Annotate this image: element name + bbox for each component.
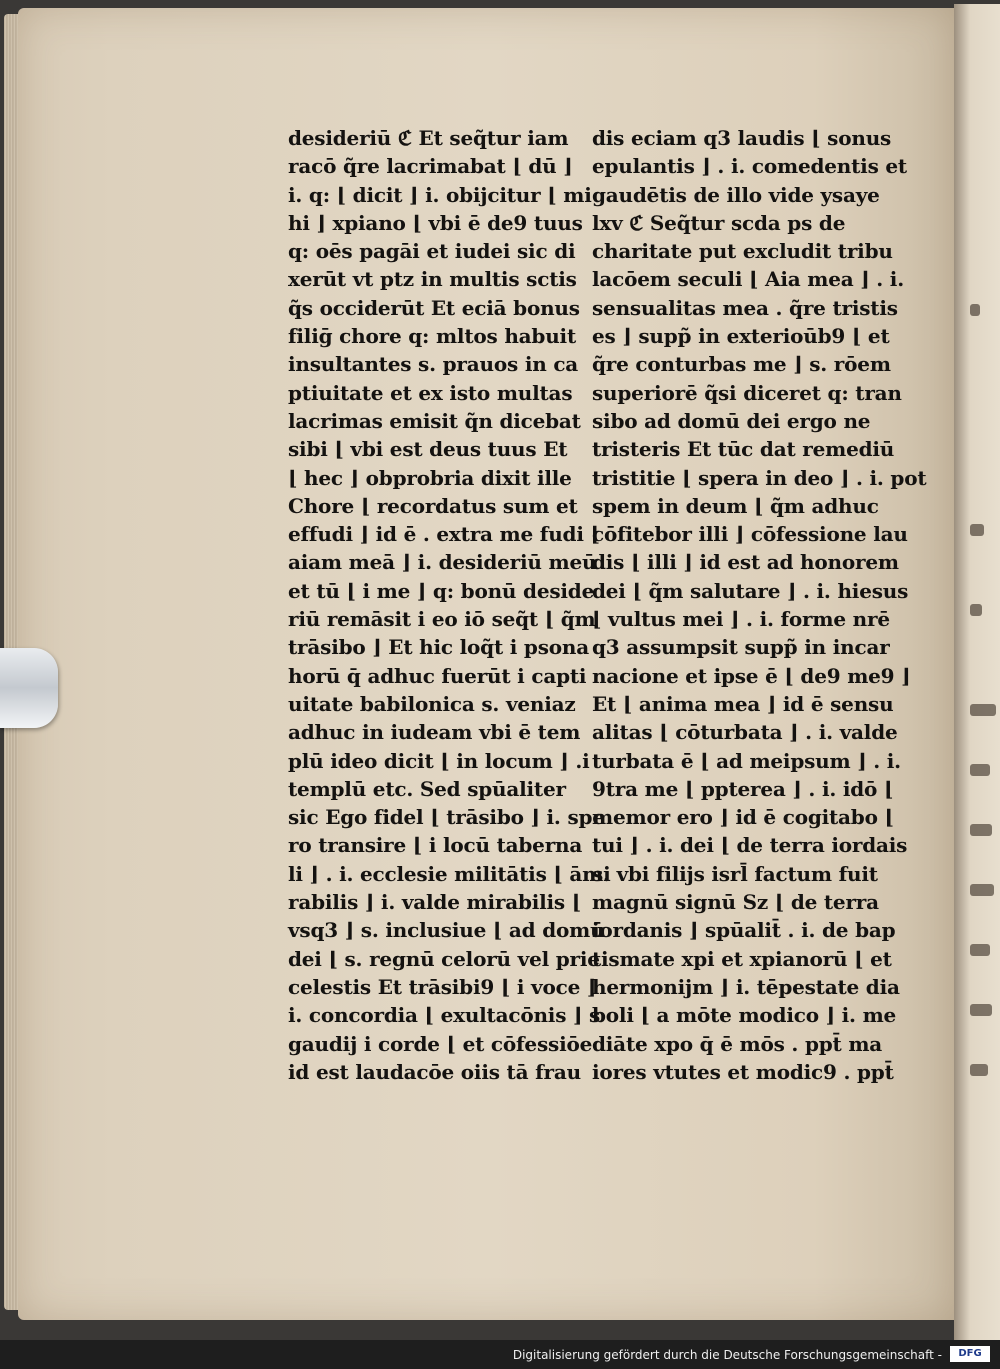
facing-page-ink: [970, 824, 992, 836]
text-line: rabilis ⌋ i. valde mirabilis ⌊: [288, 890, 582, 915]
text-line: dis ⌊ illi ⌋ id est ad honorem: [592, 550, 899, 575]
text-line: nacione et ipse ē ⌊ de9 me9 ⌋: [592, 663, 911, 688]
text-line: iores vtutes et modic9 . ppt̄: [592, 1059, 894, 1084]
text-line: id est laudacōe oiis tā frau: [288, 1059, 581, 1084]
text-line: trāsibo ⌋ Et hic loq̃t i psona: [288, 635, 589, 660]
text-line: horū q̄ adhuc fuerūt i capti: [288, 663, 587, 688]
text-line: epulantis ⌋ . i. comedentis et: [592, 154, 907, 179]
text-line: gaudētis de illo vide ysaye: [592, 182, 880, 207]
text-line: desideriū ℭ Et seq̃tur iam: [288, 126, 569, 150]
text-line: dei ⌊ q̃m salutare ⌋ . i. hiesus: [592, 578, 909, 603]
footer-bar: [0, 1340, 1000, 1369]
text-line: magnū signū Sz ⌊ de terra: [592, 890, 879, 915]
text-line: celestis Et trāsibi9 ⌊ i voce ⌋: [288, 974, 597, 999]
page-clip: [0, 648, 58, 728]
text-column-left: [288, 124, 611, 1086]
text-line: i. q: ⌊ dicit ⌋ i. obijcitur ⌊ mi: [288, 182, 592, 207]
facing-page-ink: [970, 604, 982, 616]
dfg-logo: DFG: [950, 1346, 990, 1362]
text-column-right: [592, 124, 927, 1086]
facing-page-ink: [970, 524, 984, 536]
facing-page-ink: [970, 1004, 992, 1016]
text-line: tui ⌋ . i. dei ⌊ de terra iordais: [592, 833, 908, 858]
text-line: 9tra me ⌊ ppterea ⌋ . i. idō ⌊: [592, 776, 894, 801]
text-line: dei ⌊ s. regnū celorū vel prie: [288, 946, 600, 971]
text-line: q̃re conturbas me ⌋ s. rōem: [592, 352, 891, 377]
text-line: sibo ad domū dei ergo ne: [592, 408, 871, 433]
text-line: uitate babilonica s. veniaz: [288, 691, 576, 716]
facing-page-ink: [970, 764, 990, 776]
text-line: dis eciam q3 laudis ⌊ sonus: [592, 126, 892, 150]
text-line: superiorē q̃si diceret q: tran: [592, 380, 902, 405]
text-line: memor ero ⌋ id ē cogitabo ⌊: [592, 805, 894, 830]
text-line: q: oēs pagāi et iudei sic di: [288, 239, 576, 264]
facing-page-edge: [954, 4, 1000, 1340]
text-line: insultantes s. prauos in ca: [288, 352, 579, 377]
text-line: charitate put excludit tribu: [592, 239, 893, 264]
facing-page-ink: [970, 704, 996, 716]
text-line: ptiuitate et ex isto multas: [288, 380, 573, 405]
footer-credit: Digitalisierung gefördert durch die Deutsche Forschungsgemeinschaft -: [512, 1348, 942, 1362]
text-line: sibi ⌊ vbi est deus tuus Et: [288, 437, 568, 462]
text-line: Et ⌊ anima mea ⌋ id ē sensu: [592, 691, 894, 716]
text-line: filiḡ chore q: mltos habuit: [288, 324, 576, 349]
text-line: i. concordia ⌊ exultacōnis ⌋ s: [288, 1003, 601, 1028]
text-line: lacrimas emisit q̃n dicebat: [288, 408, 581, 433]
text-line: li ⌋ . i. ecclesie militātis ⌊ āmi: [288, 861, 611, 886]
facing-page-ink: [970, 304, 980, 316]
text-line: iordanis ⌋ spūalit̄ . i. de bap: [592, 918, 896, 943]
text-line: q̃s occiderūt Et eciā bonus: [288, 295, 580, 320]
text-line: aiam meā ⌋ i. desideriū meū: [288, 550, 597, 575]
text-line: cōfitebor illi ⌋ cōfessione lau: [592, 522, 908, 547]
facing-page-ink: [970, 944, 990, 956]
text-line: hermonijm ⌋ i. tēpestate dia: [592, 974, 900, 999]
text-line: Chore ⌊ recordatus sum et: [288, 493, 578, 518]
facing-page-ink: [970, 1064, 988, 1076]
text-line: spem in deum ⌊ q̃m adhuc: [592, 493, 879, 518]
text-line: tismate xpi et xpianorū ⌊ et: [592, 946, 892, 971]
text-line: ro transire ⌊ i locū taberna: [288, 833, 583, 858]
text-line: tristitie ⌊ spera in deo ⌋ . i. pot: [592, 465, 927, 490]
text-line: xerūt vt ptz in multis sctis: [288, 267, 577, 292]
text-line: ⌊ hec ⌋ obprobria dixit ille: [288, 465, 572, 490]
text-line: hi ⌋ xpiano ⌊ vbi ē de9 tuus: [288, 210, 583, 235]
text-line: riū remāsit i eo iō seq̃t ⌊ q̃m: [288, 607, 596, 632]
text-line: et tū ⌊ i me ⌋ q: bonū deside: [288, 578, 595, 603]
text-line: diāte xpo q̄ ē mōs . ppt̄ ma: [592, 1031, 883, 1056]
text-line: q3 assumpsit supp̃ in incar: [592, 635, 890, 660]
text-line: vsq3 ⌋ s. inclusiue ⌊ ad domū: [288, 918, 605, 943]
text-line: lacōem seculi ⌊ Aia mea ⌋ . i.: [592, 267, 904, 292]
text-line: lxv ℭ Seq̃tur scda ps de: [592, 210, 846, 235]
text-line: boli ⌊ a mōte modico ⌋ i. me: [592, 1003, 897, 1028]
text-line: gaudij i corde ⌊ et cōfessiōe: [288, 1031, 593, 1056]
text-line: racō q̃re lacrimabat ⌊ dū ⌋: [288, 154, 573, 179]
text-line: sensualitas mea . q̃re tristis: [592, 295, 898, 320]
text-line: plū ideo dicit ⌊ in locum ⌋ .i: [288, 748, 590, 773]
text-line: adhuc in iudeam vbi ē tem: [288, 720, 581, 745]
facing-page-ink: [970, 884, 994, 896]
text-line: alitas ⌊ cōturbata ⌋ . i. valde: [592, 720, 898, 745]
text-line: tristeris Et tūc dat remediū: [592, 437, 895, 462]
text-line: s. vbi filijs isrl̄ factum fuit: [592, 861, 878, 886]
text-line: ⌊ vultus mei ⌋ . i. forme nrē: [592, 607, 890, 632]
text-line: turbata ē ⌊ ad meipsum ⌋ . i.: [592, 748, 901, 773]
text-line: templū etc. Sed spūaliter: [288, 776, 566, 801]
text-line: effudi ⌋ id ē . extra me fudi ⌊: [288, 522, 600, 547]
text-line: sic Ego fidel ⌊ trāsibo ⌋ i. spe: [288, 805, 605, 830]
text-line: es ⌋ supp̃ in exterioūb9 ⌊ et: [592, 324, 890, 349]
